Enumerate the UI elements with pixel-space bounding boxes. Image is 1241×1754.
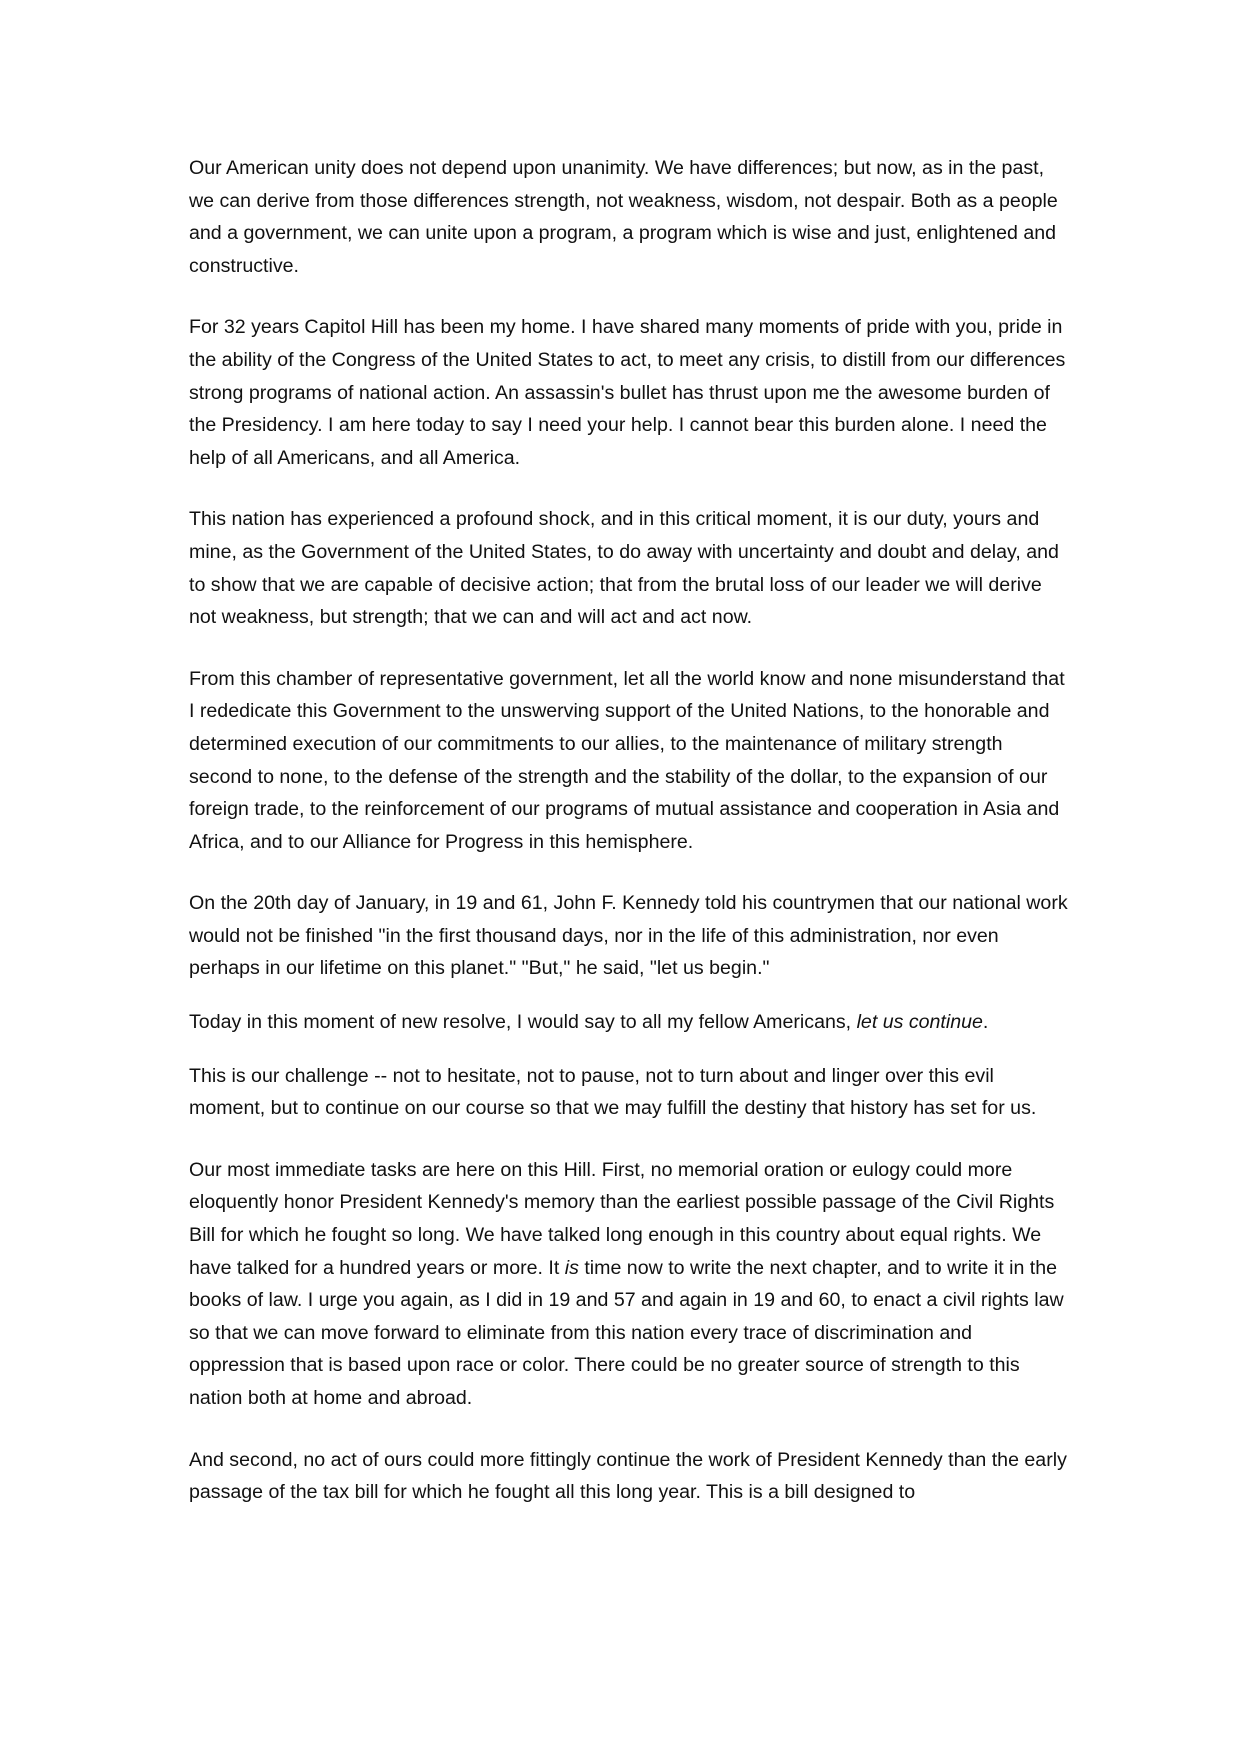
- paragraph-unity: Our American unity does not depend upon unanimity. We have differences; but now, as in the past, we can derive from those differences strength, not weakness, wisdom, not despair. Both as a people and a government, we can unite upon a program, a program which is wise and just, enlightened and constructive.: [189, 157, 1058, 277]
- paragraph-text: .: [982, 1011, 989, 1034]
- emphasis-text: is: [564, 1256, 579, 1279]
- paragraph-new-resolve: [189, 1006, 1071, 1039]
- speech-text: [189, 152, 1071, 1538]
- paragraph-kennedy-quote: On the 20th day of January, in 19 and 61, John F. Kennedy told his countrymen that our national work would not be finished "in the first thousand days, nor in the life of this administration, nor even perhaps in our lifetime on this planet." "But," he said, "let us begin.": [189, 892, 1068, 980]
- emphasis-text: let us continue: [856, 1011, 983, 1034]
- paragraph-text: Today in this moment of new resolve, I would say to all my fellow Americans,: [189, 1011, 857, 1034]
- paragraph-profound-shock: This nation has experienced a profound shock, and in this critical moment, it is our duty, yours and mine, as the Government of the United States, to do away with uncertainty and doubt and delay, and to show that we are capable of decisive action; that from the brutal loss of our leader we will derive not weakness, but strength; that we can and will act and act now.: [189, 508, 1059, 629]
- paragraph-civil-rights: [189, 1154, 1071, 1415]
- paragraph-capitol-hill: For 32 years Capitol Hill has been my home. I have shared many moments of pride with you, pride in the ability of the Congress of the United States to act, to meet any crisis, to distill from our differences strong programs of national action. An assassin's bullet has thrust upon me the awesome burden of the Presidency. I am here today to say I need your help. I cannot bear this burden alone. I need the help of all Americans, and all America.: [189, 316, 1066, 469]
- paragraph-text: Our most immediate tasks are here on this Hill. First, no memorial oration or eulogy could more eloquently honor President Kennedy's memory than the earliest possible passage of the Civil Rights Bill for which he fought so long. We have talked long enough in this country about equal rights. We have talked for a hundred years or more. It: [189, 1158, 1055, 1279]
- paragraph-text: time now to write the next chapter, and to write it in the books of law. I urge you again, as I did in 19 and 57 and again in 19 and 60, to enact a civil rights law so that we can move forward to eliminate from this nation every trace of discrimination and oppression that is based upon race or color. There could be no greater source of strength to this nation both at home and abroad.: [189, 1256, 1064, 1409]
- paragraph-rededicate: From this chamber of representative government, let all the world know and none misunderstand that I rededicate this Government to the unswerving support of the United Nations, to the honorable and determined execution of our commitments to our allies, to the maintenance of military strength second to none, to the defense of the strength and the stability of the dollar, to the expansion of our foreign trade, to the reinforcement of our programs of mutual assistance and cooperation in Asia and Africa, and to our Alliance for Progress in this hemisphere.: [189, 667, 1065, 853]
- paragraph-challenge: This is our challenge -- not to hesitate, not to pause, not to turn about and linger over this evil moment, but to continue on our course so that we may fulfill the destiny that history has set for us.: [189, 1064, 1037, 1120]
- paragraph-tax-bill: And second, no act of ours could more fittingly continue the work of President Kennedy than the early passage of the tax bill for which he fought all this long year. This is a bill designed to: [189, 1448, 1067, 1504]
